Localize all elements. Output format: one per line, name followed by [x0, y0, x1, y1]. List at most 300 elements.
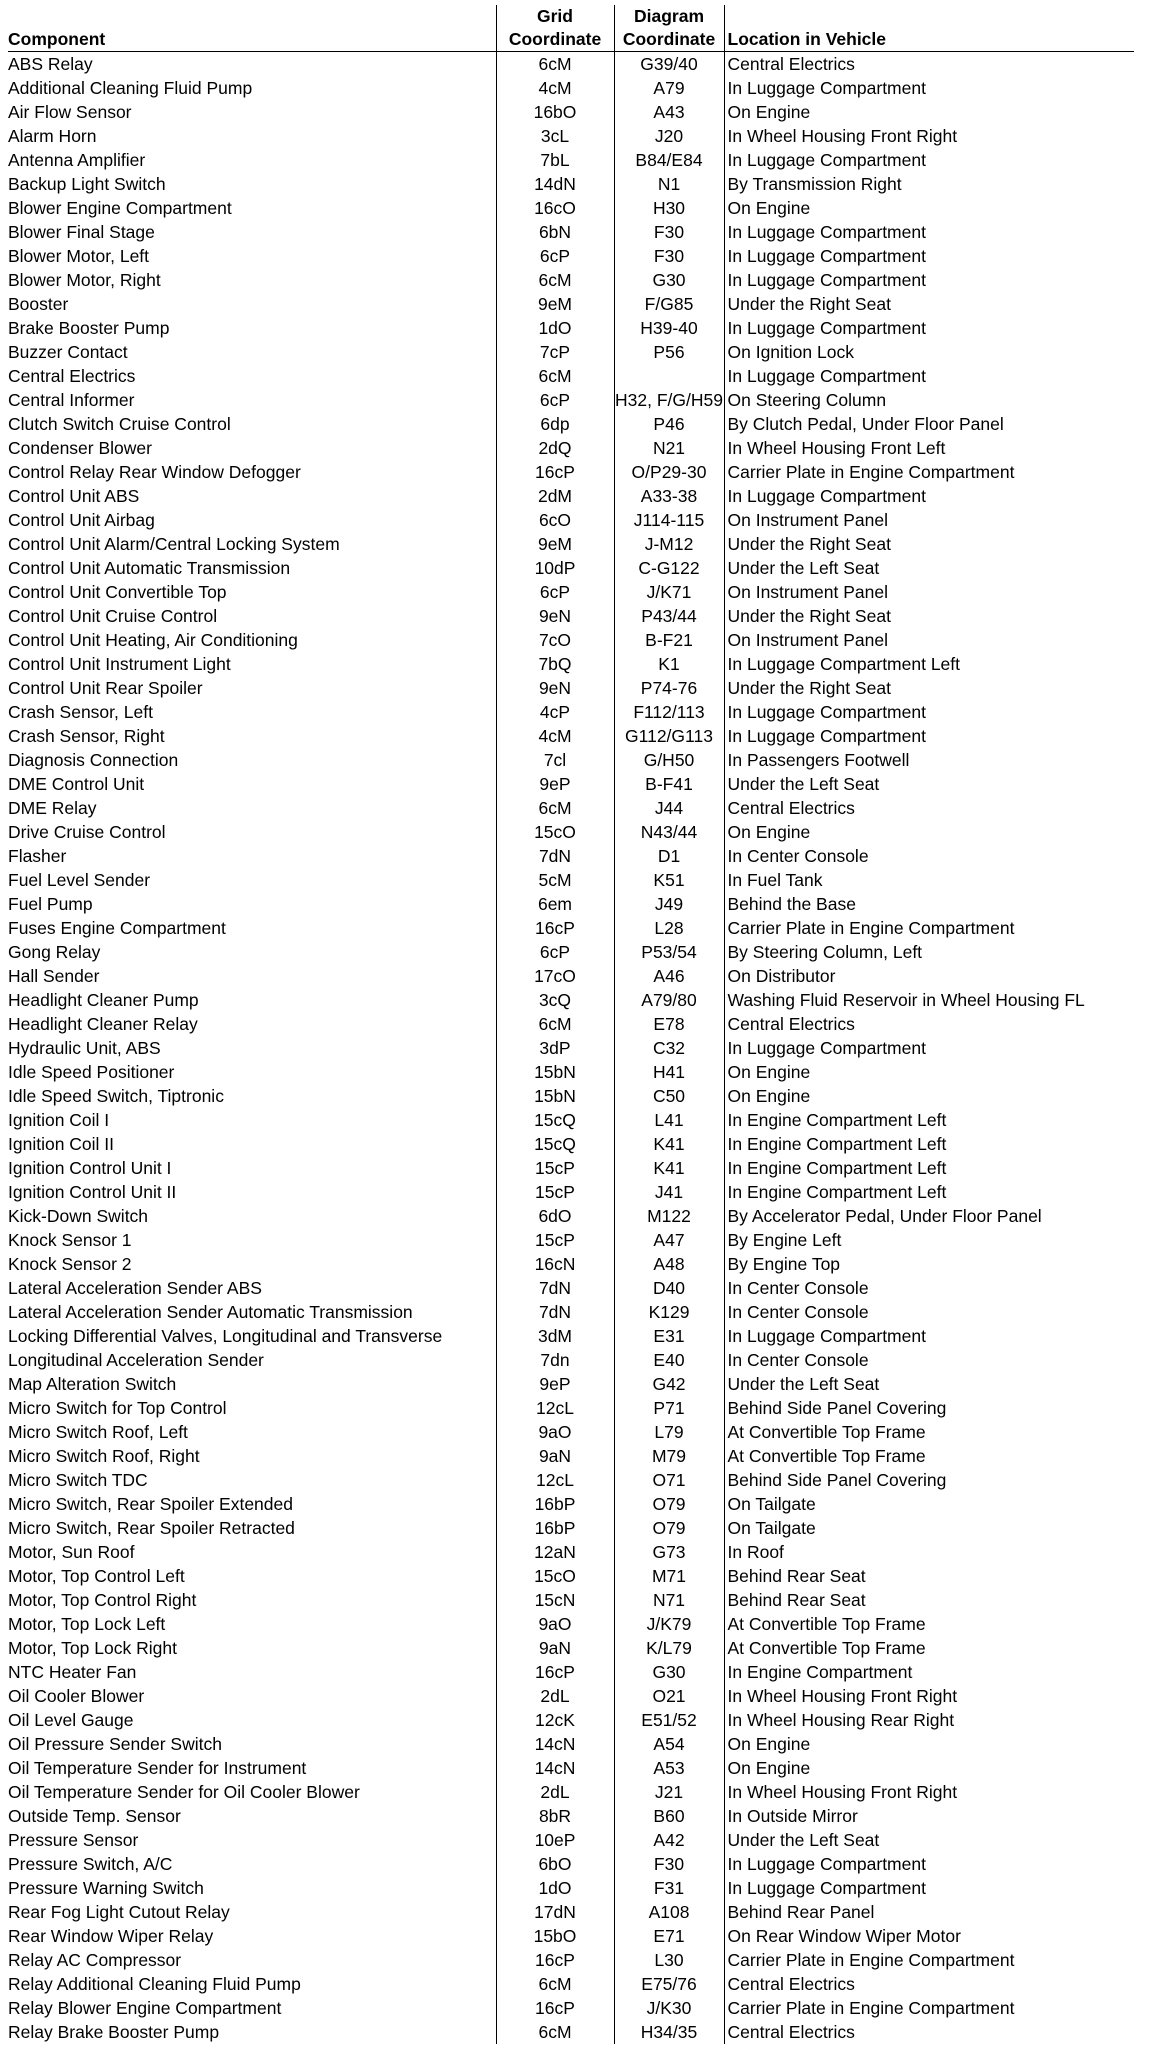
location-cell: By Steering Column, Left: [724, 940, 1134, 964]
grid-coordinate-cell: 14cN: [496, 1732, 614, 1756]
grid-coordinate-cell: 6cP: [496, 388, 614, 412]
table-row: [8, 340, 1134, 364]
table-row: [8, 1972, 1134, 1996]
grid-coordinate-cell: 6bO: [496, 1852, 614, 1876]
location-cell: On Steering Column: [724, 388, 1134, 412]
location-cell: By Engine Left: [724, 1228, 1134, 1252]
table-row: [8, 1636, 1134, 1660]
component-cell: Micro Switch, Rear Spoiler Extended: [8, 1493, 293, 1514]
component-cell: Oil Temperature Sender for Instrument: [8, 1757, 307, 1778]
location-cell: In Luggage Compartment: [724, 148, 1134, 172]
table-row: [8, 1540, 1134, 1564]
diagram-coordinate-cell: J114-115: [614, 508, 724, 532]
grid-coordinate-cell: 7cl: [496, 748, 614, 772]
component-cell: Control Unit Automatic Transmission: [8, 557, 291, 578]
grid-coordinate-cell: 6cP: [496, 244, 614, 268]
location-cell: In Center Console: [724, 1348, 1134, 1372]
component-cell: Condenser Blower: [8, 437, 152, 458]
table-row: [8, 268, 1134, 292]
component-cell: Longitudinal Acceleration Sender: [8, 1349, 264, 1370]
component-cell: Ignition Control Unit I: [8, 1157, 172, 1178]
location-cell: On Engine: [724, 1732, 1134, 1756]
component-cell: Pressure Warning Switch: [8, 1877, 204, 1898]
table-row: [8, 124, 1134, 148]
diagram-coordinate-cell: J49: [614, 892, 724, 916]
location-cell: Under the Right Seat: [724, 676, 1134, 700]
location-cell: In Luggage Compartment: [724, 1036, 1134, 1060]
diagram-coordinate-cell: K/L79: [614, 1636, 724, 1660]
diagram-coordinate-cell: J41: [614, 1180, 724, 1204]
diagram-coordinate-cell: E51/52: [614, 1708, 724, 1732]
table-row: [8, 1924, 1134, 1948]
component-location-table: [8, 5, 1134, 2044]
grid-coordinate-cell: 12cL: [496, 1396, 614, 1420]
diagram-coordinate-cell: G/H50: [614, 748, 724, 772]
location-cell: In Center Console: [724, 1276, 1134, 1300]
table-row: [8, 724, 1134, 748]
table-row: [8, 1564, 1134, 1588]
component-cell: Flasher: [8, 845, 67, 866]
component-cell: Idle Speed Switch, Tiptronic: [8, 1085, 224, 1106]
table-row: [8, 1372, 1134, 1396]
grid-coordinate-cell: 7bQ: [496, 652, 614, 676]
diagram-coordinate-cell: B-F41: [614, 772, 724, 796]
component-cell: Ignition Coil I: [8, 1109, 110, 1130]
table-row: [8, 676, 1134, 700]
diagram-coordinate-cell: A54: [614, 1732, 724, 1756]
location-cell: Under the Left Seat: [724, 1828, 1134, 1852]
diagram-coordinate-cell: J-M12: [614, 532, 724, 556]
grid-coordinate-cell: 10eP: [496, 1828, 614, 1852]
grid-coordinate-cell: 2dQ: [496, 436, 614, 460]
table-row: [8, 1156, 1134, 1180]
grid-coordinate-cell: 7cO: [496, 628, 614, 652]
location-cell: In Wheel Housing Rear Right: [724, 1708, 1134, 1732]
table-row: [8, 1900, 1134, 1924]
location-cell: In Wheel Housing Front Right: [724, 1780, 1134, 1804]
diagram-coordinate-cell: J/K71: [614, 580, 724, 604]
table-row: [8, 388, 1134, 412]
grid-coordinate-cell: 12cL: [496, 1468, 614, 1492]
location-cell: In Engine Compartment: [724, 1660, 1134, 1684]
diagram-coordinate-cell: N1: [614, 172, 724, 196]
diagram-coordinate-cell: A47: [614, 1228, 724, 1252]
table-row: [8, 292, 1134, 316]
table-row: [8, 364, 1134, 388]
grid-coordinate-cell: 4cM: [496, 724, 614, 748]
table-row: [8, 964, 1134, 988]
table-row: [8, 1828, 1134, 1852]
table-row: [8, 1324, 1134, 1348]
component-cell: Control Relay Rear Window Defogger: [8, 461, 301, 482]
table-row: [8, 1468, 1134, 1492]
grid-coordinate-cell: 6cO: [496, 508, 614, 532]
component-cell: Control Unit Cruise Control: [8, 605, 218, 626]
diagram-coordinate-cell: H41: [614, 1060, 724, 1084]
table-row: [8, 1708, 1134, 1732]
table-row: [8, 556, 1134, 580]
diagram-coordinate-cell: D1: [614, 844, 724, 868]
grid-coordinate-cell: 15cQ: [496, 1132, 614, 1156]
component-cell: Control Unit Rear Spoiler: [8, 677, 203, 698]
table-row: [8, 244, 1134, 268]
component-cell: Relay AC Compressor: [8, 1949, 182, 1970]
grid-coordinate-cell: 16cO: [496, 196, 614, 220]
location-cell: Under the Right Seat: [724, 604, 1134, 628]
grid-coordinate-cell: 15bN: [496, 1060, 614, 1084]
diagram-coordinate-cell: L30: [614, 1948, 724, 1972]
diagram-coordinate-cell: N21: [614, 436, 724, 460]
table-row: [8, 460, 1134, 484]
component-cell: Motor, Sun Roof: [8, 1541, 135, 1562]
diagram-coordinate-cell: C-G122: [614, 556, 724, 580]
component-cell: Fuel Level Sender: [8, 869, 151, 890]
grid-coordinate-cell: 9eP: [496, 772, 614, 796]
location-cell: On Engine: [724, 1756, 1134, 1780]
table-row: [8, 196, 1134, 220]
diagram-coordinate-cell: L79: [614, 1420, 724, 1444]
diagram-coordinate-cell: C32: [614, 1036, 724, 1060]
component-cell: Ignition Coil II: [8, 1133, 115, 1154]
diagram-coordinate-cell: O79: [614, 1516, 724, 1540]
table-row: [8, 220, 1134, 244]
diagram-coordinate-cell: L28: [614, 916, 724, 940]
table-row: [8, 892, 1134, 916]
location-cell: Carrier Plate in Engine Compartment: [724, 460, 1134, 484]
table-row: [8, 1996, 1134, 2020]
location-cell: On Engine: [724, 196, 1134, 220]
component-cell: Control Unit Heating, Air Conditioning: [8, 629, 298, 650]
location-cell: Carrier Plate in Engine Compartment: [724, 1996, 1134, 2020]
grid-coordinate-cell: 15cO: [496, 820, 614, 844]
diagram-coordinate-cell: G112/G113: [614, 724, 724, 748]
location-cell: Behind Side Panel Covering: [724, 1468, 1134, 1492]
table-row: [8, 2020, 1134, 2044]
location-cell: Washing Fluid Reservoir in Wheel Housing FL: [724, 988, 1134, 1012]
table-row: [8, 1756, 1134, 1780]
table-row: [8, 916, 1134, 940]
location-cell: Central Electrics: [724, 796, 1134, 820]
component-cell: Motor, Top Control Right: [8, 1589, 197, 1610]
location-cell: On Instrument Panel: [724, 508, 1134, 532]
table-row: [8, 796, 1134, 820]
grid-coordinate-cell: 9eN: [496, 676, 614, 700]
table-row: [8, 1948, 1134, 1972]
diagram-coordinate-cell: E40: [614, 1348, 724, 1372]
location-cell: Behind Side Panel Covering: [724, 1396, 1134, 1420]
table-row: [8, 1300, 1134, 1324]
grid-coordinate-cell: 1dO: [496, 316, 614, 340]
grid-coordinate-cell: 7bL: [496, 148, 614, 172]
header-diagram-coordinate: Diagram Coordinate: [614, 5, 724, 52]
grid-coordinate-cell: 6dO: [496, 1204, 614, 1228]
component-cell: Antenna Amplifier: [8, 149, 146, 170]
diagram-coordinate-cell: E31: [614, 1324, 724, 1348]
diagram-coordinate-cell: D40: [614, 1276, 724, 1300]
location-cell: In Luggage Compartment: [724, 1852, 1134, 1876]
grid-coordinate-cell: 6cP: [496, 580, 614, 604]
diagram-coordinate-cell: P74-76: [614, 676, 724, 700]
diagram-coordinate-cell: G30: [614, 1660, 724, 1684]
grid-coordinate-cell: 16cP: [496, 916, 614, 940]
diagram-coordinate-cell: A48: [614, 1252, 724, 1276]
grid-coordinate-cell: 3cL: [496, 124, 614, 148]
component-cell: Knock Sensor 1: [8, 1229, 132, 1250]
diagram-coordinate-cell: A46: [614, 964, 724, 988]
component-cell: Oil Pressure Sender Switch: [8, 1733, 222, 1754]
grid-coordinate-cell: 3dM: [496, 1324, 614, 1348]
grid-coordinate-cell: 7cP: [496, 340, 614, 364]
grid-coordinate-cell: 6cM: [496, 2020, 614, 2044]
diagram-coordinate-cell: A79/80: [614, 988, 724, 1012]
grid-coordinate-cell: 9eM: [496, 292, 614, 316]
diagram-coordinate-cell: B60: [614, 1804, 724, 1828]
component-cell: Ignition Control Unit II: [8, 1181, 177, 1202]
header-grid-coordinate: Grid Coordinate: [496, 5, 614, 52]
location-cell: In Luggage Compartment: [724, 316, 1134, 340]
location-cell: In Luggage Compartment: [724, 220, 1134, 244]
location-cell: Central Electrics: [724, 1972, 1134, 1996]
table-row: [8, 604, 1134, 628]
location-cell: On Instrument Panel: [724, 628, 1134, 652]
location-cell: In Wheel Housing Front Left: [724, 436, 1134, 460]
location-cell: Behind Rear Seat: [724, 1588, 1134, 1612]
grid-coordinate-cell: 17dN: [496, 1900, 614, 1924]
grid-coordinate-cell: 16cP: [496, 1948, 614, 1972]
grid-coordinate-cell: 6cM: [496, 364, 614, 388]
component-cell: Buzzer Contact: [8, 341, 128, 362]
component-cell: Knock Sensor 2: [8, 1253, 132, 1274]
diagram-coordinate-cell: O79: [614, 1492, 724, 1516]
header-component: Component: [8, 5, 496, 52]
component-cell: Control Unit ABS: [8, 485, 140, 506]
table-row: [8, 1084, 1134, 1108]
grid-coordinate-cell: 4cM: [496, 76, 614, 100]
location-cell: Behind Rear Seat: [724, 1564, 1134, 1588]
component-cell: Relay Additional Cleaning Fluid Pump: [8, 1973, 301, 1994]
diagram-coordinate-cell: J44: [614, 796, 724, 820]
table-row: [8, 1492, 1134, 1516]
grid-coordinate-cell: 6cM: [496, 52, 614, 77]
component-cell: Hall Sender: [8, 965, 100, 986]
location-cell: In Engine Compartment Left: [724, 1108, 1134, 1132]
location-cell: On Ignition Lock: [724, 340, 1134, 364]
location-cell: Central Electrics: [724, 2020, 1134, 2044]
table-row: [8, 1876, 1134, 1900]
table-row: [8, 772, 1134, 796]
table-row: [8, 1396, 1134, 1420]
diagram-coordinate-cell: E75/76: [614, 1972, 724, 1996]
location-cell: In Center Console: [724, 844, 1134, 868]
component-cell: Crash Sensor, Left: [8, 701, 153, 722]
location-cell: In Center Console: [724, 1300, 1134, 1324]
location-cell: By Transmission Right: [724, 172, 1134, 196]
component-cell: Locking Differential Valves, Longitudinal and Transverse: [8, 1325, 443, 1346]
header-location: Location in Vehicle: [724, 5, 1134, 52]
grid-coordinate-cell: 6cM: [496, 1972, 614, 1996]
diagram-coordinate-cell: O/P29-30: [614, 460, 724, 484]
table-row: [8, 580, 1134, 604]
component-cell: Lateral Acceleration Sender Automatic Transmission: [8, 1301, 413, 1322]
component-cell: Brake Booster Pump: [8, 317, 170, 338]
diagram-coordinate-cell: F30: [614, 244, 724, 268]
grid-coordinate-cell: 15cP: [496, 1180, 614, 1204]
location-cell: By Accelerator Pedal, Under Floor Panel: [724, 1204, 1134, 1228]
component-cell: Central Informer: [8, 389, 135, 410]
component-cell: Central Electrics: [8, 365, 136, 386]
component-cell: Control Unit Airbag: [8, 509, 155, 530]
location-cell: In Luggage Compartment: [724, 244, 1134, 268]
location-cell: Under the Left Seat: [724, 1372, 1134, 1396]
diagram-coordinate-cell: J21: [614, 1780, 724, 1804]
grid-coordinate-cell: 5cM: [496, 868, 614, 892]
component-cell: Micro Switch Roof, Right: [8, 1445, 200, 1466]
table-row: [8, 484, 1134, 508]
table-row: [8, 100, 1134, 124]
table-row: [8, 1804, 1134, 1828]
table-row: [8, 1060, 1134, 1084]
location-cell: At Convertible Top Frame: [724, 1420, 1134, 1444]
diagram-coordinate-cell: H39-40: [614, 316, 724, 340]
component-cell: Rear Window Wiper Relay: [8, 1925, 214, 1946]
grid-coordinate-cell: 14cN: [496, 1756, 614, 1780]
location-cell: On Tailgate: [724, 1492, 1134, 1516]
grid-coordinate-cell: 15cP: [496, 1156, 614, 1180]
table-row: [8, 748, 1134, 772]
table-body: [8, 52, 1134, 2045]
grid-coordinate-cell: 9aN: [496, 1444, 614, 1468]
diagram-coordinate-cell: M71: [614, 1564, 724, 1588]
table-row: [8, 436, 1134, 460]
component-cell: Micro Switch for Top Control: [8, 1397, 227, 1418]
table-row: [8, 844, 1134, 868]
diagram-coordinate-cell: A33-38: [614, 484, 724, 508]
component-cell: DME Control Unit: [8, 773, 145, 794]
component-cell: Crash Sensor, Right: [8, 725, 165, 746]
diagram-coordinate-cell: A79: [614, 76, 724, 100]
diagram-coordinate-cell: N43/44: [614, 820, 724, 844]
diagram-coordinate-cell: K129: [614, 1300, 724, 1324]
location-cell: On Engine: [724, 820, 1134, 844]
diagram-coordinate-cell: C50: [614, 1084, 724, 1108]
location-cell: In Luggage Compartment: [724, 1876, 1134, 1900]
grid-coordinate-cell: 9eM: [496, 532, 614, 556]
table-row: [8, 1588, 1134, 1612]
grid-coordinate-cell: 3dP: [496, 1036, 614, 1060]
grid-coordinate-cell: 9aN: [496, 1636, 614, 1660]
diagram-coordinate-cell: N71: [614, 1588, 724, 1612]
grid-coordinate-cell: 2dM: [496, 484, 614, 508]
location-cell: In Outside Mirror: [724, 1804, 1134, 1828]
location-cell: At Convertible Top Frame: [724, 1612, 1134, 1636]
grid-coordinate-cell: 9aO: [496, 1612, 614, 1636]
table-row: [8, 1420, 1134, 1444]
table-row: [8, 1684, 1134, 1708]
component-cell: Micro Switch TDC: [8, 1469, 148, 1490]
location-cell: By Clutch Pedal, Under Floor Panel: [724, 412, 1134, 436]
diagram-coordinate-cell: A43: [614, 100, 724, 124]
diagram-coordinate-cell: M122: [614, 1204, 724, 1228]
location-cell: In Wheel Housing Front Right: [724, 124, 1134, 148]
location-cell: In Fuel Tank: [724, 868, 1134, 892]
table-row: [8, 820, 1134, 844]
diagram-coordinate-cell: A108: [614, 1900, 724, 1924]
component-cell: Control Unit Instrument Light: [8, 653, 231, 674]
component-cell: Lateral Acceleration Sender ABS: [8, 1277, 262, 1298]
grid-coordinate-cell: 9aO: [496, 1420, 614, 1444]
location-cell: Under the Left Seat: [724, 556, 1134, 580]
table-row: [8, 1732, 1134, 1756]
grid-coordinate-cell: 6cM: [496, 1012, 614, 1036]
component-cell: Control Unit Alarm/Central Locking System: [8, 533, 340, 554]
table-row: [8, 1660, 1134, 1684]
grid-coordinate-cell: 7dN: [496, 1276, 614, 1300]
diagram-coordinate-cell: P43/44: [614, 604, 724, 628]
component-cell: Oil Temperature Sender for Oil Cooler Blower: [8, 1781, 360, 1802]
component-cell: DME Relay: [8, 797, 97, 818]
grid-coordinate-cell: 9eN: [496, 604, 614, 628]
component-cell: Backup Light Switch: [8, 173, 166, 194]
table-row: [8, 1108, 1134, 1132]
diagram-coordinate-cell: E78: [614, 1012, 724, 1036]
diagram-coordinate-cell: M79: [614, 1444, 724, 1468]
location-cell: In Luggage Compartment: [724, 700, 1134, 724]
location-cell: In Luggage Compartment: [724, 76, 1134, 100]
component-cell: Drive Cruise Control: [8, 821, 166, 842]
diagram-coordinate-cell: F30: [614, 220, 724, 244]
grid-coordinate-cell: 16cP: [496, 1996, 614, 2020]
location-cell: At Convertible Top Frame: [724, 1444, 1134, 1468]
component-cell: Air Flow Sensor: [8, 101, 132, 122]
grid-coordinate-cell: 12aN: [496, 1540, 614, 1564]
grid-coordinate-cell: 16bP: [496, 1492, 614, 1516]
grid-coordinate-cell: 8bR: [496, 1804, 614, 1828]
component-cell: Outside Temp. Sensor: [8, 1805, 181, 1826]
diagram-coordinate-cell: K1: [614, 652, 724, 676]
table-row: [8, 1444, 1134, 1468]
location-cell: In Wheel Housing Front Right: [724, 1684, 1134, 1708]
component-cell: Motor, Top Lock Right: [8, 1637, 177, 1658]
diagram-coordinate-cell: O71: [614, 1468, 724, 1492]
location-cell: Behind the Base: [724, 892, 1134, 916]
table-row: [8, 1180, 1134, 1204]
diagram-coordinate-cell: E71: [614, 1924, 724, 1948]
table-row: [8, 652, 1134, 676]
component-cell: Headlight Cleaner Relay: [8, 1013, 198, 1034]
component-cell: Motor, Top Lock Left: [8, 1613, 166, 1634]
diagram-coordinate-cell: H30: [614, 196, 724, 220]
grid-coordinate-cell: 7dN: [496, 844, 614, 868]
header-row: [8, 5, 1134, 52]
table-row: [8, 148, 1134, 172]
location-cell: In Engine Compartment Left: [724, 1180, 1134, 1204]
table-row: [8, 988, 1134, 1012]
grid-coordinate-cell: 10dP: [496, 556, 614, 580]
diagram-coordinate-cell: B84/E84: [614, 148, 724, 172]
diagram-coordinate-cell: K51: [614, 868, 724, 892]
component-cell: Rear Fog Light Cutout Relay: [8, 1901, 230, 1922]
grid-coordinate-cell: 15cO: [496, 1564, 614, 1588]
diagram-coordinate-cell: F112/113: [614, 700, 724, 724]
table-row: [8, 1012, 1134, 1036]
grid-coordinate-cell: 15cP: [496, 1228, 614, 1252]
grid-coordinate-cell: 6em: [496, 892, 614, 916]
table-row: [8, 1516, 1134, 1540]
component-cell: Map Alteration Switch: [8, 1373, 177, 1394]
table-row: [8, 1852, 1134, 1876]
component-cell: Alarm Horn: [8, 125, 97, 146]
diagram-coordinate-cell: A53: [614, 1756, 724, 1780]
